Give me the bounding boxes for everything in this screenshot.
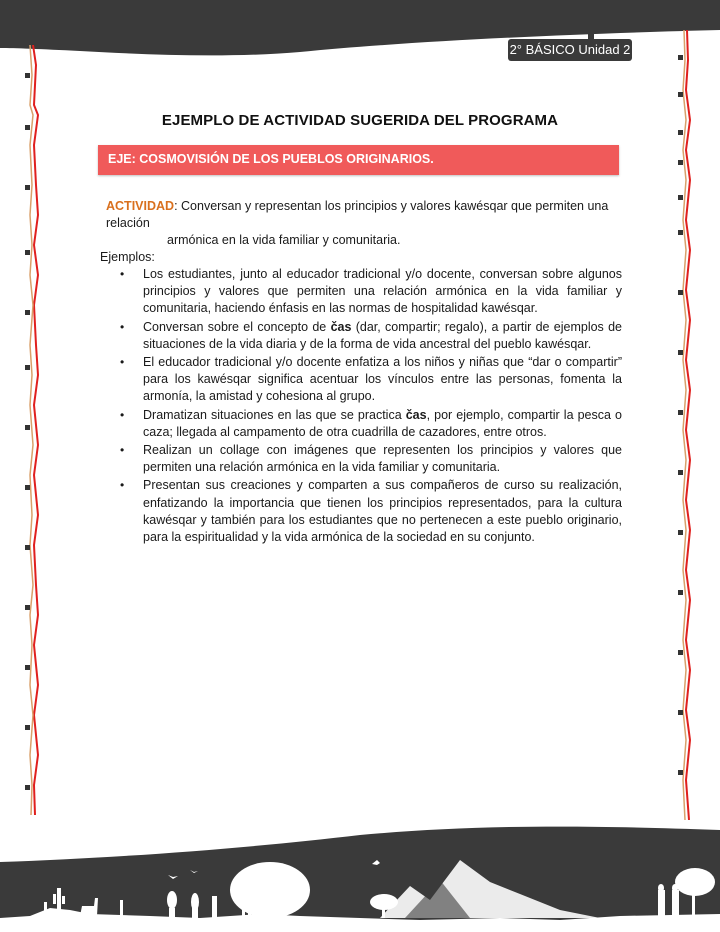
actividad-text-line2: armónica en la vida familiar y comunitaria. (167, 233, 401, 247)
example-text-after: , por ejemplo, compartir la pesca o caza; llegada al campamento de otra cuadrilla de cazadores, entre otros. (143, 407, 622, 439)
example-text: El educador tradicional y/o docente enfatiza a los niños y niñas que “dar o compartir” para los kawésqar significa acentuar los vínculos entre las personas, fomenta la armonía, la amistad y cohesiona al grupo. (143, 355, 622, 404)
decorative-border-right (676, 30, 698, 820)
example-item (100, 477, 622, 546)
example-text: Dramatizan situaciones en las que se practica (143, 407, 406, 422)
bullet-icon: • (120, 355, 125, 370)
ejemplos-heading: Ejemplos: (100, 250, 155, 264)
actividad-text-line1: Conversan y representan los principios y valores kawésqar que permiten una relación (106, 199, 609, 230)
bullet-icon: • (120, 407, 125, 422)
bullet-icon: • (120, 478, 125, 493)
eje-label: EJE: COSMOVISIÓN DE LOS PUEBLOS ORIGINARIOS. (108, 152, 434, 166)
example-term: čas (405, 407, 427, 422)
footer-landscape-illustration (0, 790, 720, 932)
actividad-block (106, 198, 626, 249)
example-item (100, 354, 622, 406)
bullet-icon: • (120, 443, 125, 458)
eje-banner (98, 145, 619, 175)
example-text: Conversan sobre el concepto de (143, 319, 331, 334)
example-item (100, 266, 622, 318)
examples-list (100, 266, 622, 547)
example-item (100, 407, 622, 441)
example-item (100, 442, 622, 476)
example-item (100, 319, 622, 353)
example-text: Presentan sus creaciones y comparten a sus compañeros de curso su realización, enfatizando la importancia que tienen los principios representados, para la cultura kawésqar y también para los estudiantes que no pertenecen a este pueblo originario, para la espiritualidad y la vida armónica de la sociedad en su conjunto. (143, 478, 622, 545)
page-title: EJEMPLO DE ACTIVIDAD SUGERIDA DEL PROGRAMA (161, 112, 559, 129)
bullet-icon: • (120, 319, 125, 334)
decorative-border-left (20, 45, 42, 815)
example-text: Realizan un collage con imágenes que representen los principios y valores que permiten una relación armónica en la vida familiar y comunitaria. (143, 443, 622, 475)
actividad-label: ACTIVIDAD (106, 199, 175, 213)
unit-badge: 2° BÁSICO Unidad 2 (508, 39, 632, 61)
example-term: čas (330, 319, 352, 334)
example-text-after: (dar, compartir; regalo), a partir de ejemplos de situaciones de la vida diaria y de la forma de vida ancestral del pueblo kawésqar. (143, 319, 622, 351)
actividad-separator: : (174, 199, 182, 213)
example-text: Los estudiantes, junto al educador tradicional y/o docente, conversan sobre algunos principios y valores que permiten una relación armónica en la vida familiar y comunitaria, haciendo énfasis en las normas de hospitalidad kawésqar. (143, 267, 622, 316)
bullet-icon: • (120, 267, 125, 281)
